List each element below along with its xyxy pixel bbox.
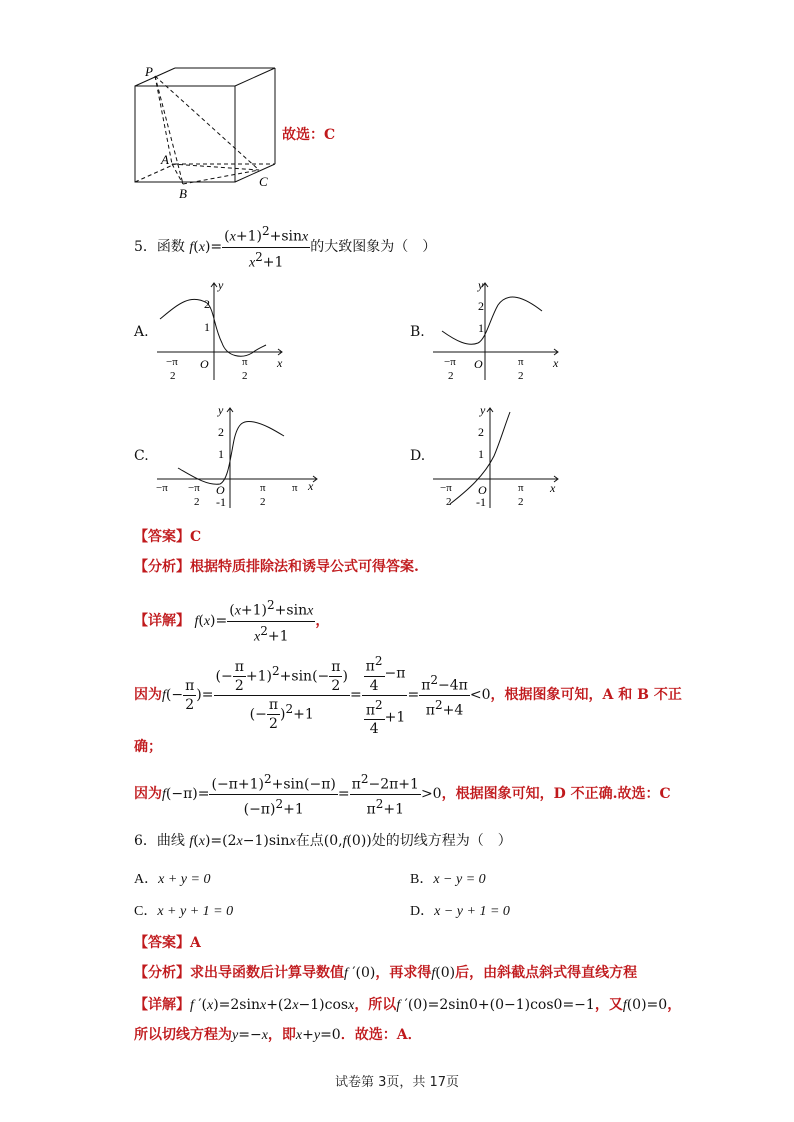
svg-text:1: 1 <box>478 321 484 335</box>
q6-option-a: A．x + y = 0 <box>134 872 211 887</box>
svg-text:x: x <box>553 356 559 370</box>
svg-text:1: 1 <box>478 447 484 461</box>
svg-text:x: x <box>550 481 556 495</box>
q5-analysis: 【分析】根据特质排除法和诱导公式可得答案. <box>134 559 419 575</box>
q6-answer: 【答案】A <box>134 935 201 951</box>
svg-text:−π: −π <box>156 482 168 494</box>
label-b: B <box>179 186 187 201</box>
svg-text:O: O <box>216 483 225 497</box>
svg-text:2: 2 <box>478 299 484 313</box>
q5-because-1-wrap: 确； <box>134 739 162 755</box>
graph-a <box>152 275 292 385</box>
option-a-label: A. <box>134 324 149 340</box>
q6-conclusion: 所以切线方程为y=−x，即x+y=0．故选：A． <box>134 1027 422 1043</box>
svg-text:2: 2 <box>478 425 484 439</box>
option-d-label: D. <box>410 448 426 464</box>
q5-answer: 【答案】C <box>134 529 202 545</box>
svg-text:1: 1 <box>204 320 210 334</box>
label-c: C <box>259 174 268 189</box>
svg-text:π: π <box>518 482 524 494</box>
svg-text:2: 2 <box>446 496 452 508</box>
svg-text:2: 2 <box>242 370 248 382</box>
q6-detail: 【详解】f ′(x)=2sinx+(2x−1)cosx，所以f ′(0)=2sin0+(0−1)cos0=−1，又f(0)=0， <box>134 997 682 1013</box>
svg-text:−π: −π <box>444 356 456 368</box>
q5-suffix: 的大致图象为（ ） <box>310 239 437 256</box>
svg-text:1: 1 <box>218 447 224 461</box>
graph-d <box>428 400 568 510</box>
label-a: A <box>161 152 169 167</box>
q6-option-d: D．x − y + 1 = 0 <box>410 904 510 919</box>
q6-option-b: B．x − y = 0 <box>410 872 486 887</box>
svg-text:π: π <box>260 482 266 494</box>
q5-because-2: 因为f(−π)= $\frac{(-\pi+1)^2+\sin(-\pi)}{(-\pi)^2+1}$ = $\frac{\pi^2-2\pi+1}{\pi^2+1}$ >0，根据图象可知，D 不正确.故选：C <box>134 772 671 818</box>
svg-text:x: x <box>277 356 283 370</box>
svg-text:π: π <box>292 482 298 494</box>
svg-text:-1: -1 <box>216 495 226 509</box>
svg-text:2: 2 <box>204 297 210 311</box>
svg-text:x: x <box>308 479 314 493</box>
svg-text:y: y <box>478 278 484 292</box>
q6-stem: 6．曲线 f(x)=(2x−1)sinx在点(0,f(0))处的切线方程为（ ） <box>134 833 512 849</box>
svg-text:2: 2 <box>518 370 524 382</box>
q5-number: 5． <box>134 239 157 256</box>
svg-text:−π: −π <box>166 356 178 368</box>
svg-text:2: 2 <box>170 370 176 382</box>
svg-text:2: 2 <box>260 496 266 508</box>
q6-analysis: 【分析】求出导函数后计算导数值f ′(0)，再求得f(0)后，由斜截点斜式得直线方程 <box>134 965 638 981</box>
q5-prefix: 函数 <box>156 239 185 256</box>
svg-text:π: π <box>242 356 248 368</box>
svg-text:−π: −π <box>188 482 200 494</box>
q5-detail-line: 【详解】 f(x)= $\frac{(x+1)^2+\sin x}{x^2+1}$ ， <box>134 598 330 645</box>
label-p: P <box>145 64 153 79</box>
q5-stem: 5．函数 f(x)= $\frac{(x+1)^2+\sin x}{x^2+1}$ 的大致图象为（ ） <box>134 224 437 271</box>
svg-text:π: π <box>518 356 524 368</box>
q5-because-1: 因为f(− $\frac{\pi}{2}$ )= (− $\frac{\pi}{2}$ +1)$^2$+sin(− $\frac{\pi}{2}$ ) (− $\frac{\pi}{2}$ )$^2$+1 = $\frac{\pi^2}{4}$ −π $\frac{\pi^2}{4}$ +1 = $\frac{\pi^2-4\pi}{\pi^2+4}$ <0，根据图象可知，A 和 B 不正 <box>134 654 682 738</box>
svg-text:y: y <box>218 403 224 417</box>
option-c-label: C. <box>134 448 149 464</box>
svg-text:-1: -1 <box>476 495 486 509</box>
svg-text:2: 2 <box>448 370 454 382</box>
q6-option-c: C．x + y + 1 = 0 <box>134 904 234 919</box>
svg-text:O: O <box>478 483 487 497</box>
graph-b <box>428 275 568 385</box>
svg-text:2: 2 <box>218 425 224 439</box>
svg-text:−π: −π <box>440 482 452 494</box>
option-b-label: B. <box>410 324 425 340</box>
q4-answer: 故选：C <box>282 127 336 143</box>
page-footer: 试卷第 3页，共 17页 <box>334 1075 460 1090</box>
svg-text:O: O <box>474 357 483 371</box>
graph-c <box>152 400 322 510</box>
svg-text:O: O <box>200 357 209 371</box>
svg-text:2: 2 <box>518 496 524 508</box>
svg-text:y: y <box>480 403 486 417</box>
cube-figure <box>125 62 285 202</box>
svg-text:2: 2 <box>194 496 200 508</box>
svg-text:y: y <box>218 278 224 292</box>
